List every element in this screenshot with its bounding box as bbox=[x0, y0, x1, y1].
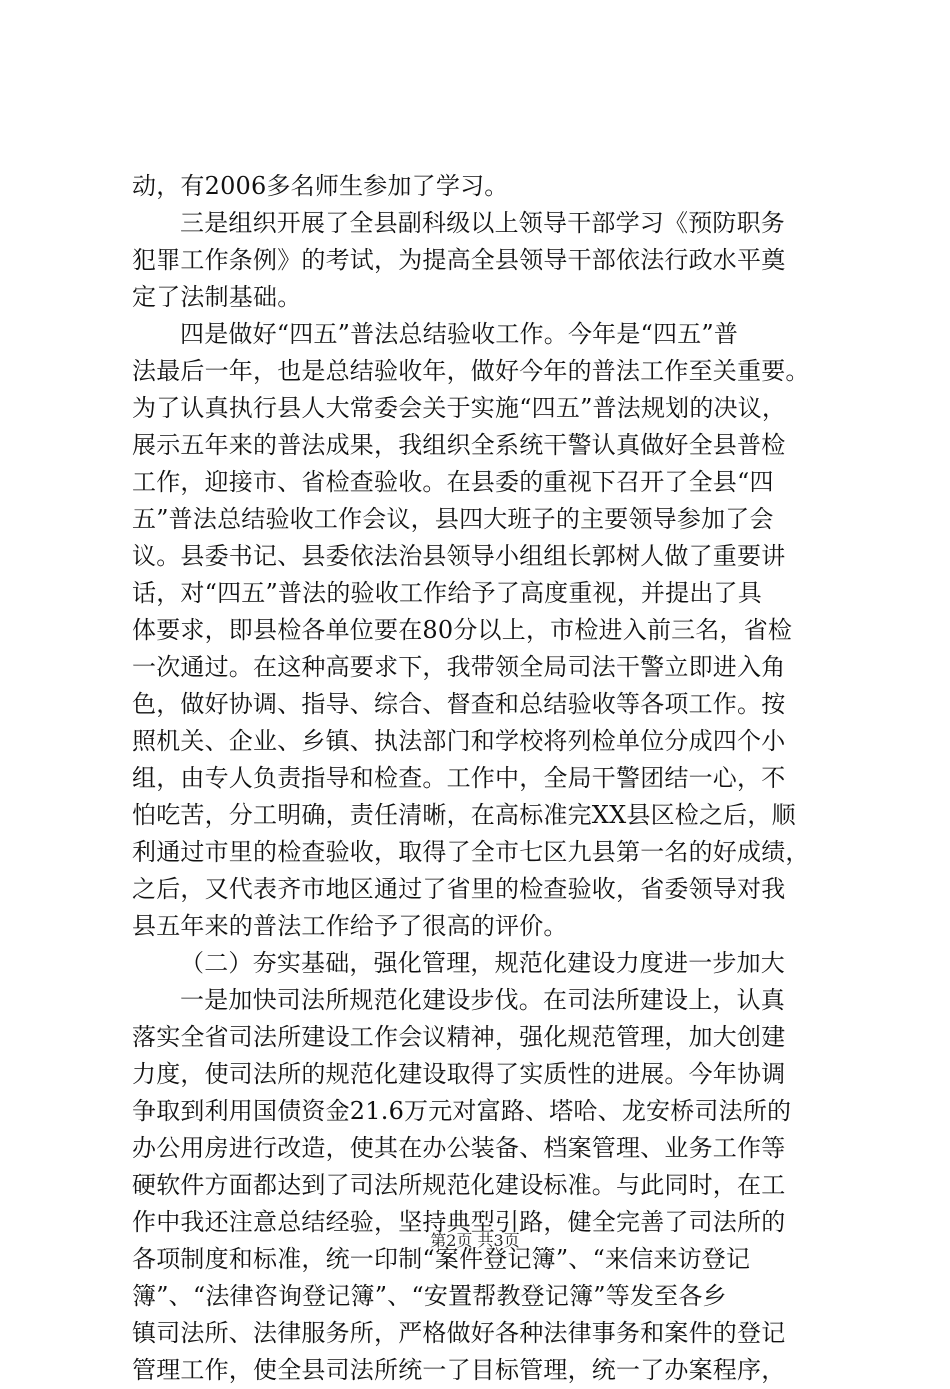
paragraph-start-line: 四是做好“四五”普法总结验收工作。今年是“四五”普 bbox=[180, 320, 739, 348]
text-line: 定了法制基础。 bbox=[132, 283, 302, 311]
text-line: 一次通过。在这种高要求下，我带领全局司法干警立即进入角 bbox=[132, 653, 786, 681]
paragraph-start-line: 三是组织开展了全县副科级以上领导干部学习《预防职务 bbox=[180, 209, 785, 237]
section-heading: （二）夯实基础，强化管理，规范化建设力度进一步加大 bbox=[180, 949, 785, 977]
text-line: 之后，又代表齐市地区通过了省里的检查验收，省委领导对我 bbox=[132, 875, 786, 903]
text-line: 簿”、“法律咨询登记簿”、“安置帮教登记簿”等发至各乡 bbox=[132, 1282, 727, 1310]
text-line: 利通过市里的检查验收，取得了全市七区九县第一名的好成绩， bbox=[132, 838, 810, 866]
text-line: 镇司法所、法律服务所，严格做好各种法律事务和案件的登记 bbox=[132, 1319, 786, 1347]
page-number-footer: 第2页 共3页 bbox=[430, 1231, 520, 1250]
text-line: 为了认真执行县人大常委会关于实施“四五”普法规划的决议， bbox=[132, 394, 787, 422]
text-line: 怕吃苦，分工明确，责任清晰，在高标准完XX县区检之后，顺 bbox=[132, 801, 796, 829]
text-line: 落实全省司法所建设工作会议精神，强化规范管理，加大创建 bbox=[132, 1023, 786, 1051]
text-line: 议。县委书记、县委依法治县领导小组组长郭树人做了重要讲 bbox=[132, 542, 786, 570]
document-body bbox=[132, 168, 842, 1389]
paragraph-start-line: 一是加快司法所规范化建设步伐。在司法所建设上，认真 bbox=[180, 986, 785, 1014]
text-line: 五”普法总结验收工作会议，县四大班子的主要领导参加了会 bbox=[132, 505, 774, 533]
text-line: 犯罪工作条例》的考试，为提高全县领导干部依法行政水平奠 bbox=[132, 246, 786, 274]
text-line: 话，对“四五”普法的验收工作给予了高度重视，并提出了具 bbox=[132, 579, 762, 607]
text-line: 硬软件方面都达到了司法所规范化建设标准。与此同时，在工 bbox=[132, 1171, 786, 1199]
text-line: 各项制度和标准，统一印制“案件登记簿”、“来信来访登记 bbox=[132, 1245, 751, 1273]
text-line: 照机关、企业、乡镇、执法部门和学校将列检单位分成四个小 bbox=[132, 727, 786, 755]
text-line: 管理工作，使全县司法所统一了目标管理，统一了办案程序， bbox=[132, 1356, 786, 1384]
text-line: 争取到利用国债资金21.6万元对富路、塔哈、龙安桥司法所的 bbox=[132, 1097, 792, 1125]
text-line: 体要求，即县检各单位要在80分以上，市检进入前三名，省检 bbox=[132, 616, 793, 644]
text-line: 县五年来的普法工作给予了很高的评价。 bbox=[132, 912, 568, 940]
text-line: 作中我还注意总结经验，坚持典型引路，健全完善了司法所的 bbox=[132, 1208, 786, 1236]
text-line: 展示五年来的普法成果，我组织全系统干警认真做好全县普检 bbox=[132, 431, 786, 459]
text-line: 组，由专人负责指导和检查。工作中，全局干警团结一心，不 bbox=[132, 764, 786, 792]
text-line: 动，有2006多名师生参加了学习。 bbox=[132, 172, 509, 200]
text-line: 办公用房进行改造，使其在办公装备、档案管理、业务工作等 bbox=[132, 1134, 786, 1162]
text-line: 力度，使司法所的规范化建设取得了实质性的进展。今年协调 bbox=[132, 1060, 786, 1088]
text-line: 色，做好协调、指导、综合、督查和总结验收等各项工作。按 bbox=[132, 690, 786, 718]
text-line: 法最后一年，也是总结验收年，做好今年的普法工作至关重要。 bbox=[132, 357, 810, 385]
text-line: 工作，迎接市、省检查验收。在县委的重视下召开了全县“四 bbox=[132, 468, 774, 496]
